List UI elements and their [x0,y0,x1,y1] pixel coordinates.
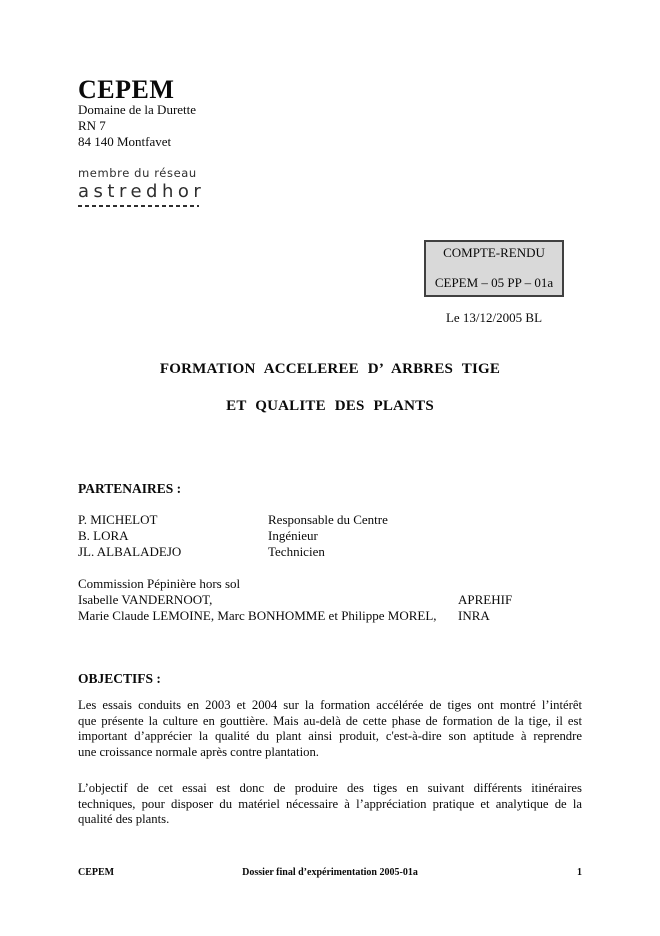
member-org: APREHIF [458,591,513,607]
commission-title: Commission Pépinière hors sol [78,576,241,591]
astredhor-logo [78,166,205,207]
partner-role: Technicien [268,543,325,559]
partners-heading: PARTENAIRES : [78,481,182,496]
org-name: CEPEM [78,75,175,104]
address-line-2: RN 7 [78,118,106,133]
footer-doc-ref: Dossier final d’expérimentation 2005-01a [242,867,418,878]
member-names: Marie Claude LEMOINE, Marc BONHOMME et Philippe MOREL, [78,607,437,623]
footer-page-number: 1 [577,867,582,878]
paragraph-line: important d’apprécier la qualité du plant ainsi produit, c'est-à-dire son aptitude à reprendre [78,729,582,744]
logo-dotted-line [78,205,199,207]
commission-block [78,576,582,623]
org-address [78,102,196,150]
objectives-paragraph-2 [78,781,582,828]
date-line: Le 13/12/2005 BL [445,310,543,325]
paragraph-line: techniques, pour disposer du matériel nécessaire à l’appréciation pratique et analytique de la [78,796,582,811]
partners-list [78,512,582,559]
partner-role: Ingénieur [268,527,318,543]
logo-brand: astredhor [78,181,206,202]
commission-member-row [78,592,582,608]
objectives-heading: OBJECTIFS : [78,671,161,686]
commission-member-row [78,608,582,624]
page-footer [78,867,582,878]
partner-name: B. LORA [78,527,129,543]
footer-org: CEPEM [78,867,115,878]
member-org: INRA [458,607,490,623]
address-line-3: 84 140 Montfavet [78,134,172,149]
objectives-paragraph-1 [78,698,582,761]
paragraph-line: qualité des plants. [78,812,170,827]
report-type: COMPTE-RENDU [443,245,545,260]
doc-title-line-1: FORMATION ACCELEREE D’ ARBRES TIGE [159,361,501,377]
partner-name: JL. ALBALADEJO [78,543,182,559]
partner-role: Responsable du Centre [268,512,388,527]
partner-row [78,528,582,544]
paragraph-line: que présente la culture en gouttière. Mais au-delà de cette phase de formation de la tige, il est [78,713,582,728]
paragraph-line: Les essais conduits en 2003 et 2004 sur la formation accélérée de tiges ont montré l’intérêt [78,698,582,712]
report-reference-box [424,240,564,297]
address-line-1: Domaine de la Durette [78,102,197,117]
member-names: Isabelle VANDERNOOT, [78,591,213,607]
partner-row [78,512,582,528]
doc-title-line-2: ET QUALITE DES PLANTS [226,398,434,414]
logo-tagline: membre du réseau [78,166,197,180]
partner-name: P. MICHELOT [78,512,158,527]
paragraph-line: L’objectif de cet essai est donc de produire des tiges en suivant différents itinéraires [78,781,582,795]
paragraph-line: une croissance normale après contre plantation. [78,745,319,760]
partner-row [78,544,582,560]
report-reference: CEPEM – 05 PP – 01a [434,275,554,290]
